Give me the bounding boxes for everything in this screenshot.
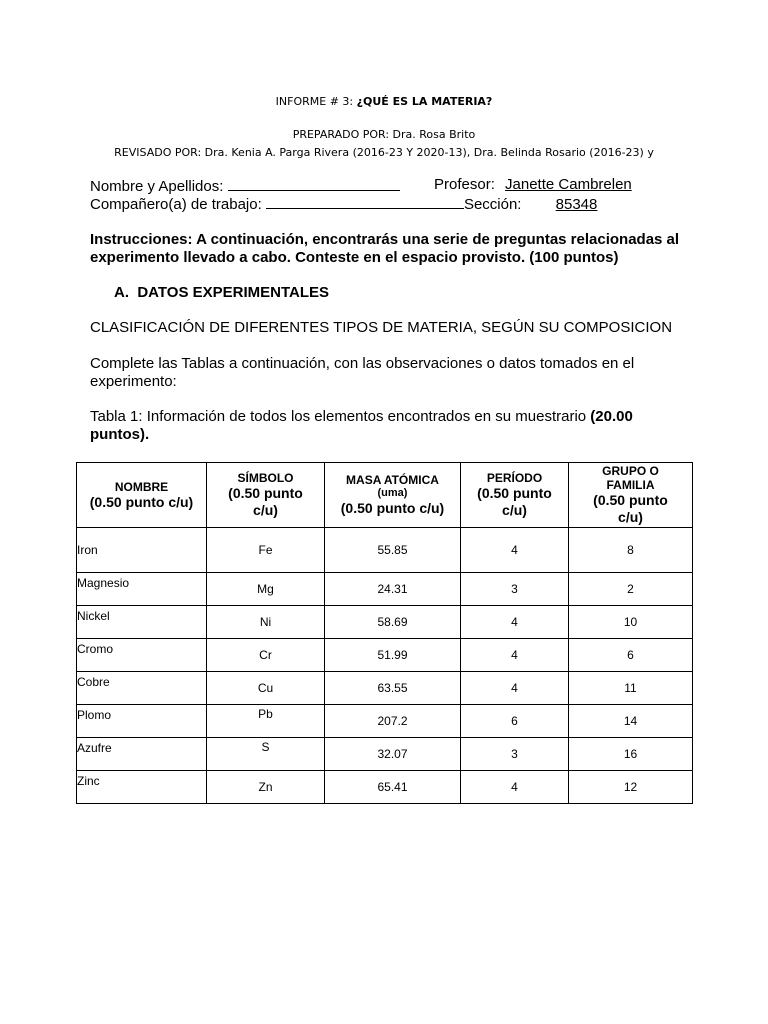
table-row bbox=[77, 528, 693, 573]
cell-symbol: Pb bbox=[207, 705, 325, 738]
cell-name: Zinc bbox=[77, 771, 207, 804]
table-header-row bbox=[77, 463, 693, 528]
reviewed-by: REVISADO POR: Dra. Kenia A. Parga Rivera (2016-23 Y 2020-13), Dra. Belinda Rosario (2016-23) y bbox=[114, 146, 654, 159]
header-title: PERÍODO bbox=[486, 471, 543, 485]
cell-group: 2 bbox=[569, 573, 693, 606]
header-points: (0.50 punto c/u) bbox=[477, 485, 552, 518]
table-row bbox=[77, 606, 693, 639]
header-atomic-mass bbox=[325, 463, 461, 528]
instructions: Instrucciones: A continuación, encontrarás una serie de preguntas relacionadas al experimento llevado a cabo. Conteste en el espacio provisto. (100 puntos) bbox=[90, 231, 680, 266]
cell-name: Magnesio bbox=[77, 573, 207, 606]
cell-period: 4 bbox=[461, 528, 569, 573]
header-period bbox=[461, 463, 569, 528]
section-value-field[interactable] bbox=[526, 196, 668, 214]
section-a-title: DATOS EXPERIMENTALES bbox=[137, 284, 330, 301]
table-row bbox=[77, 771, 693, 804]
cell-period: 3 bbox=[461, 573, 569, 606]
cell-symbol: Cr bbox=[207, 639, 325, 672]
section-value: 85348 bbox=[555, 196, 598, 213]
table1-caption-points: (20.00 puntos). bbox=[90, 408, 633, 443]
section-label: Sección: bbox=[463, 196, 522, 213]
partner-blank[interactable] bbox=[266, 194, 464, 209]
cell-group: 14 bbox=[569, 705, 693, 738]
cell-name: Cromo bbox=[77, 639, 207, 672]
cell-mass: 51.99 bbox=[325, 639, 461, 672]
table-row bbox=[77, 705, 693, 738]
complete-instructions: Complete las Tablas a continuación, con las observaciones o datos tomados en el experimento: bbox=[90, 355, 635, 390]
cell-mass: 55.85 bbox=[325, 528, 461, 573]
header-title: MASA ATÓMICA bbox=[346, 473, 439, 487]
header-title: SÍMBOLO bbox=[237, 471, 294, 485]
cell-symbol: Ni bbox=[207, 606, 325, 639]
cell-name: Cobre bbox=[77, 672, 207, 705]
table1-caption-text: Tabla 1: Información de todos los elementos encontrados en su muestrario bbox=[90, 408, 591, 425]
cell-symbol: Zn bbox=[207, 771, 325, 804]
cell-period: 6 bbox=[461, 705, 569, 738]
name-field-row bbox=[90, 176, 400, 196]
cell-symbol: S bbox=[207, 738, 325, 771]
header-group bbox=[569, 463, 693, 528]
name-label: Nombre y Apellidos: bbox=[90, 178, 224, 195]
cell-group: 10 bbox=[569, 606, 693, 639]
report-title: ¿QUÉ ES LA MATERIA? bbox=[356, 95, 493, 108]
header-unit: (uma) bbox=[377, 487, 408, 499]
cell-group: 8 bbox=[569, 528, 693, 573]
cell-period: 4 bbox=[461, 639, 569, 672]
header-points: (0.50 punto c/u) bbox=[89, 493, 194, 510]
cell-name: Azufre bbox=[77, 738, 207, 771]
cell-mass: 207.2 bbox=[325, 705, 461, 738]
header-symbol bbox=[207, 463, 325, 528]
header-title: NOMBRE bbox=[114, 479, 169, 494]
cell-mass: 58.69 bbox=[325, 606, 461, 639]
cell-symbol: Cu bbox=[207, 672, 325, 705]
partner-label: Compañero(a) de trabajo: bbox=[90, 196, 262, 213]
professor-value: Janette Cambrelen bbox=[505, 176, 632, 193]
table-row bbox=[77, 573, 693, 606]
cell-symbol: Fe bbox=[207, 528, 325, 573]
cell-period: 4 bbox=[461, 606, 569, 639]
cell-period: 4 bbox=[461, 672, 569, 705]
header-points: (0.50 punto c/u) bbox=[228, 485, 303, 518]
professor-value-field[interactable] bbox=[499, 176, 673, 194]
cell-mass: 65.41 bbox=[325, 771, 461, 804]
cell-group: 6 bbox=[569, 639, 693, 672]
report-title-line bbox=[0, 95, 768, 108]
header-name bbox=[77, 463, 207, 528]
cell-period: 3 bbox=[461, 738, 569, 771]
cell-name: Plomo bbox=[77, 705, 207, 738]
elements-table bbox=[76, 462, 693, 804]
cell-name: Iron bbox=[77, 528, 207, 573]
report-prefix: INFORME # 3: bbox=[275, 95, 357, 108]
professor-label: Profesor: bbox=[434, 176, 495, 193]
professor-field-row bbox=[434, 176, 673, 194]
header-title: GRUPO O FAMILIA bbox=[602, 464, 659, 492]
section-a-marker: A. bbox=[114, 284, 129, 301]
table1-caption bbox=[90, 408, 680, 444]
table-row bbox=[77, 738, 693, 771]
cell-mass: 24.31 bbox=[325, 573, 461, 606]
classification-heading: CLASIFICACIÓN DE DIFERENTES TIPOS DE MATERIA, SEGÚN SU COMPOSICION bbox=[90, 319, 673, 336]
cell-mass: 32.07 bbox=[325, 738, 461, 771]
table-row bbox=[77, 639, 693, 672]
cell-group: 11 bbox=[569, 672, 693, 705]
name-blank[interactable] bbox=[228, 176, 400, 191]
table-row bbox=[77, 672, 693, 705]
header-points: (0.50 punto c/u) bbox=[593, 492, 668, 525]
prepared-by: PREPARADO POR: Dra. Rosa Brito bbox=[292, 128, 476, 141]
cell-period: 4 bbox=[461, 771, 569, 804]
cell-symbol: Mg bbox=[207, 573, 325, 606]
cell-name: Nickel bbox=[77, 606, 207, 639]
section-a-heading bbox=[114, 284, 329, 302]
cell-mass: 63.55 bbox=[325, 672, 461, 705]
header-points: (0.50 punto c/u) bbox=[340, 500, 445, 516]
cell-group: 12 bbox=[569, 771, 693, 804]
cell-group: 16 bbox=[569, 738, 693, 771]
partner-field-row bbox=[90, 194, 668, 214]
